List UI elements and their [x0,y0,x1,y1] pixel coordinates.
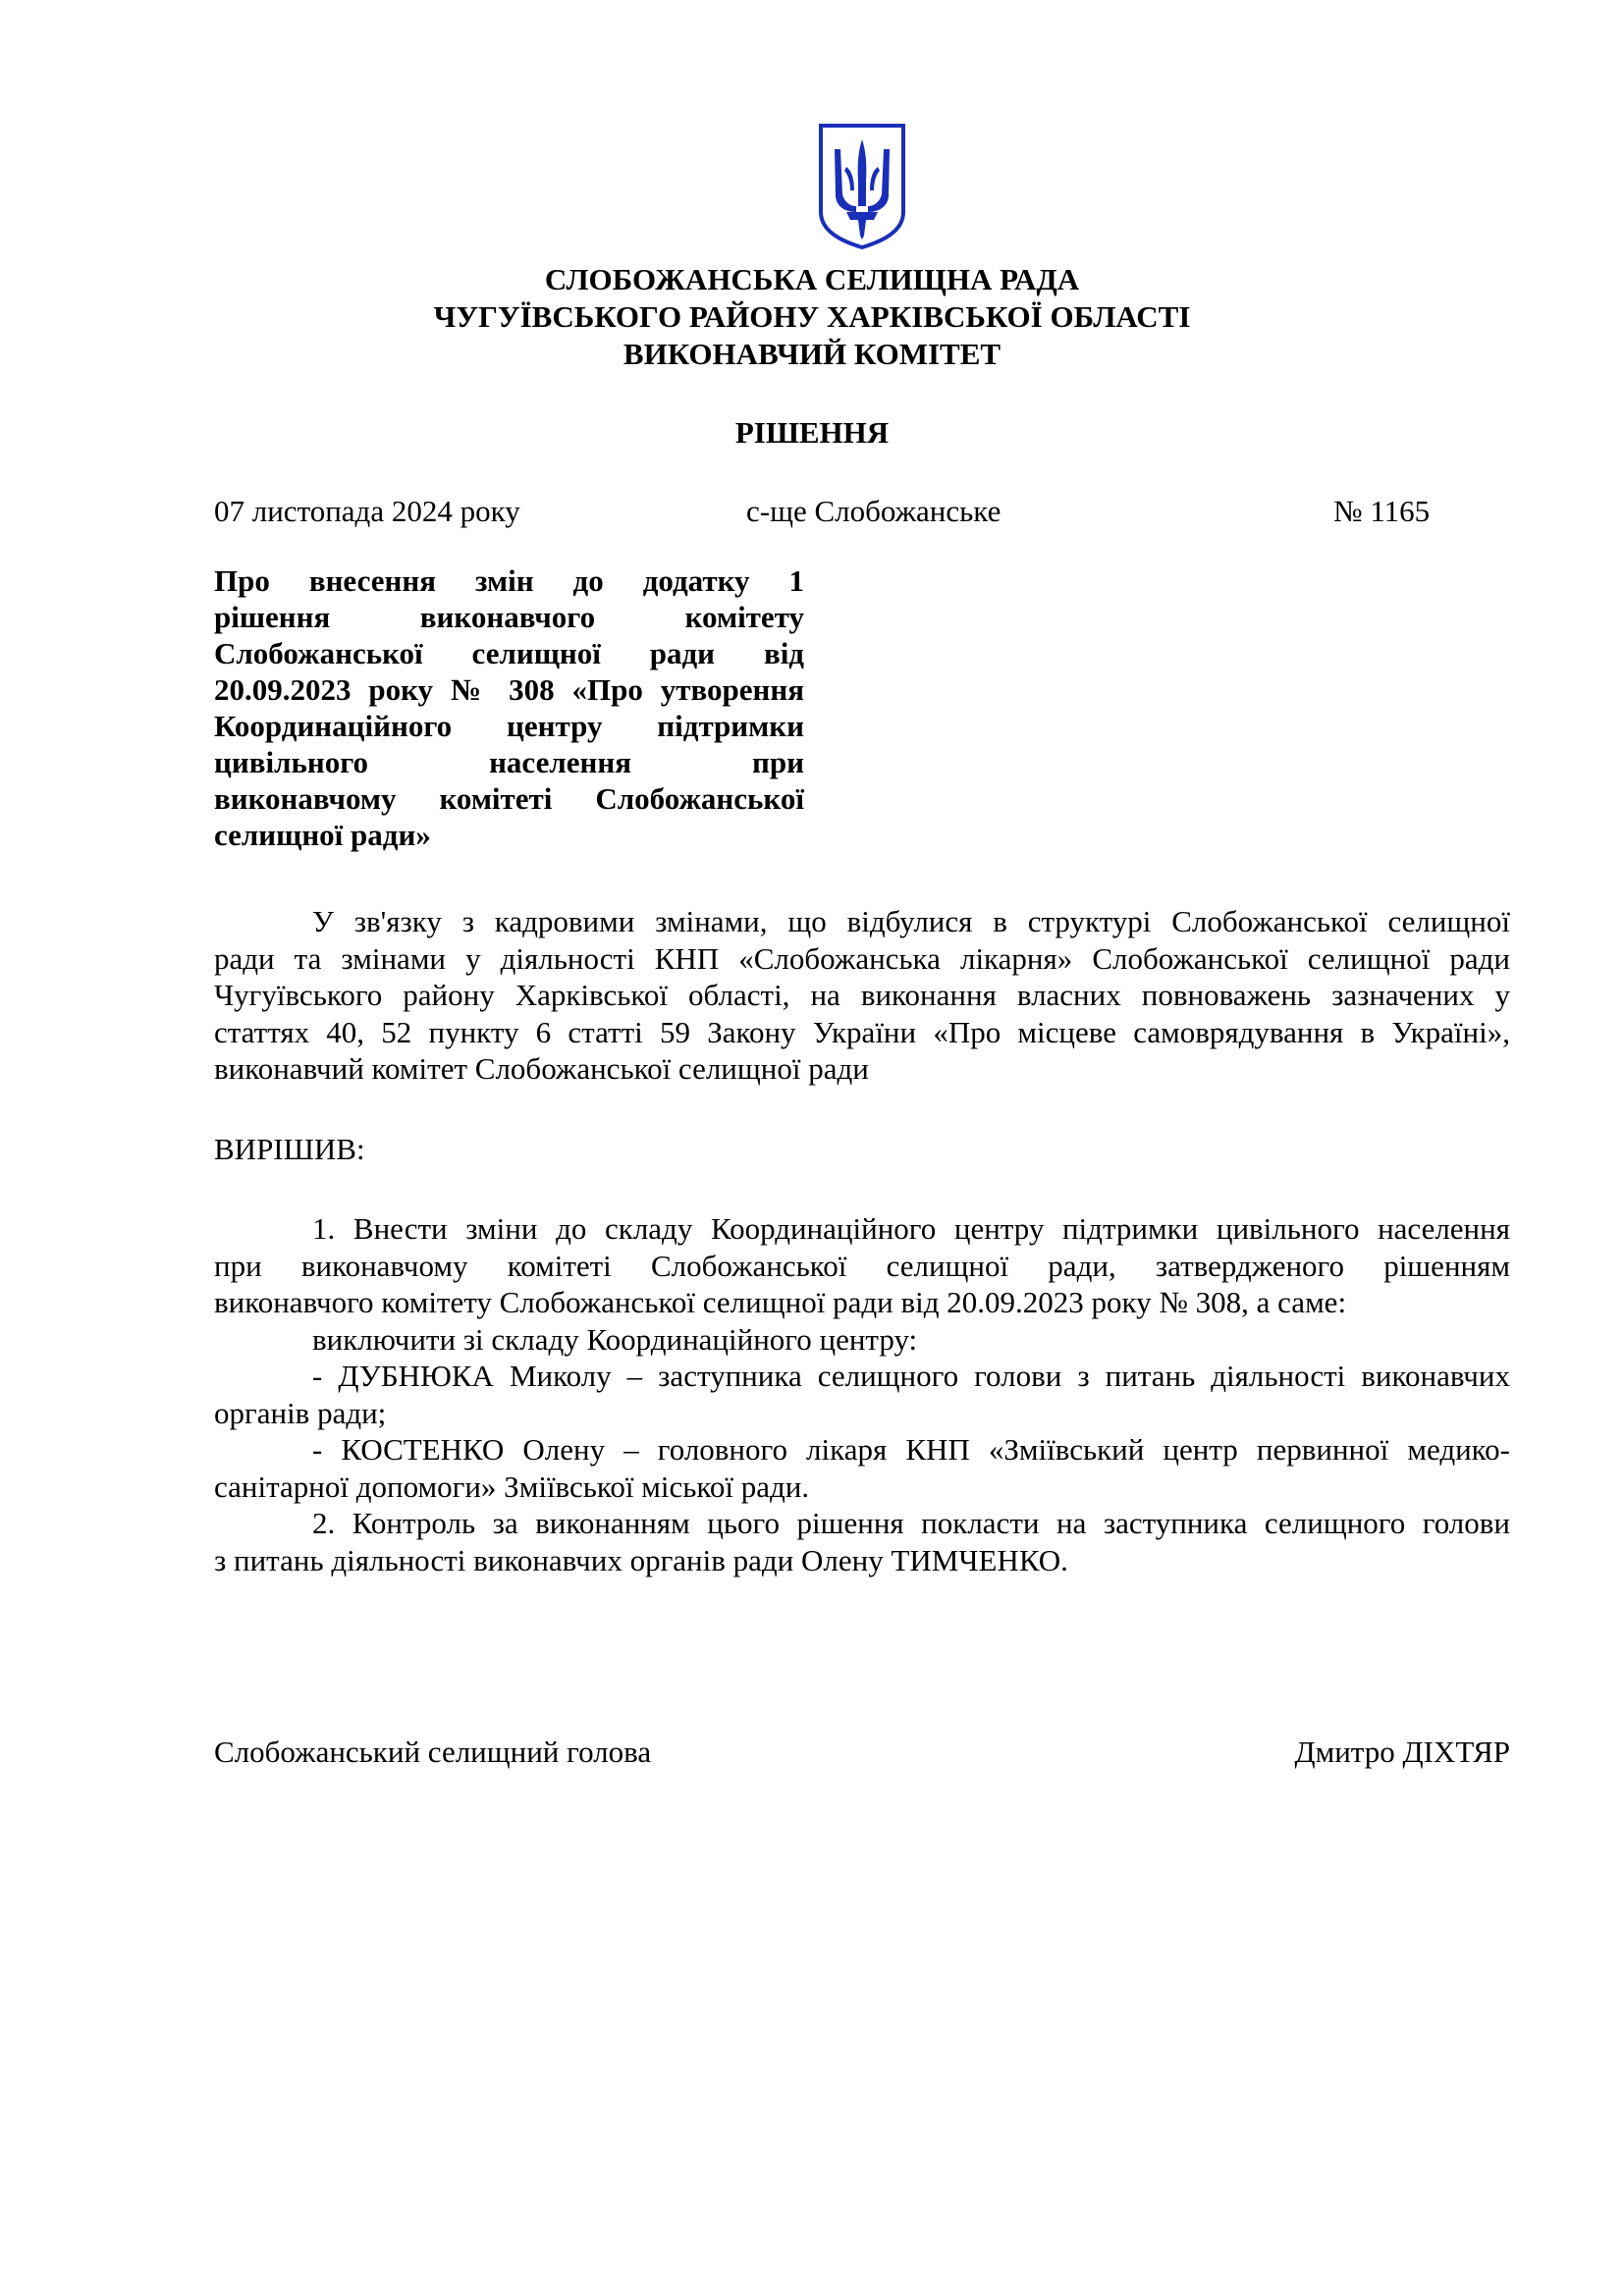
decision-date: 07 листопада 2024 року [214,494,520,528]
body-line: виключити зі складу Координаційного центру: [312,1321,918,1357]
body-line: - ДУБНЮКА Миколу – заступника селищного голови з питань діяльності виконавчих [312,1359,1510,1393]
body-line: санітарної допомоги» Зміївської міської ради. [214,1468,810,1504]
decision-title: РІШЕННЯ [734,415,890,450]
council-name: СЛОБОЖАНСЬКА СЕЛИЩНА РАДА [544,262,1080,296]
preamble-line: ради та змінами у діяльності КНП «Слобожанська лікарня» Слобожанської селищної ради [214,940,1510,976]
ukraine-trident-coat-of-arms-icon [817,122,907,249]
district-name: ЧУГУЇВСЬКОГО РАЙОНУ ХАРКІВСЬКОЇ ОБЛАСТІ [433,299,1191,334]
subject-line: Координаційного центру підтримки [214,709,804,743]
subject-line: виконавчому комітеті Слобожанської [214,781,804,816]
subject-line: селищної ради» [214,818,431,852]
preamble-line: виконавчий комітет Слобожанської селищної ради [214,1051,869,1086]
body-line: 2. Контроль за виконанням цього рішення покласти на заступника селищного голови [312,1506,1510,1540]
preamble-line: Чугуївського району Харківської області, на виконання власних повноважень зазначених у [214,978,1510,1012]
subject-line: цивільного населення при [214,745,804,779]
body-line: при виконавчому комітеті Слобожанської селищної ради, затвердженого рішенням [214,1248,1510,1283]
preamble-line: У зв'язку з кадровими змінами, що відбулися в структурі Слобожанської селищної [312,904,1510,938]
body-line: 1. Внести зміни до складу Координаційного центру підтримки цивільного населення [312,1211,1510,1246]
body-line: виконавчого комітету Слобожанської селищної ради від 20.09.2023 року № 308, а саме: [214,1285,1347,1319]
signature-name: Дмитро ДІХТЯР [1294,1735,1510,1769]
subject-line: 20.09.2023 року № 308 «Про утворення [214,672,804,707]
signature-position: Слобожанський селищний голова [214,1735,652,1769]
decision-subject [214,562,804,853]
executive-committee-name: ВИКОНАВЧИЙ КОМІТЕТ [623,337,1001,371]
body-line: з питань діяльності виконавчих органів ради Олену ТИМЧЕНКО. [214,1542,1068,1577]
subject-line: Про внесення змін до додатку 1 [214,563,804,598]
resolved-label [214,1131,1510,1168]
preamble-paragraph [214,903,1510,1088]
decision-body [214,1210,1510,1578]
decision-number: № 1165 [1333,494,1431,528]
resolved-text: ВИРІШИВ: [214,1132,365,1166]
subject-line: рішення виконавчого комітету [214,600,804,634]
body-line: органів ради; [214,1395,387,1430]
preamble-line: статтях 40, 52 пункту 6 статті 59 Закону України «Про місцеве самоврядування в Україні», [214,1014,1510,1049]
council-header [0,261,1624,373]
subject-line: Слобожанської селищної ради від [214,636,804,670]
body-line: - КОСТЕНКО Олену – головного лікаря КНП «Зміївський центр первинної медико- [312,1432,1510,1467]
decision-place: с-ще Слобожанське [746,494,1001,528]
